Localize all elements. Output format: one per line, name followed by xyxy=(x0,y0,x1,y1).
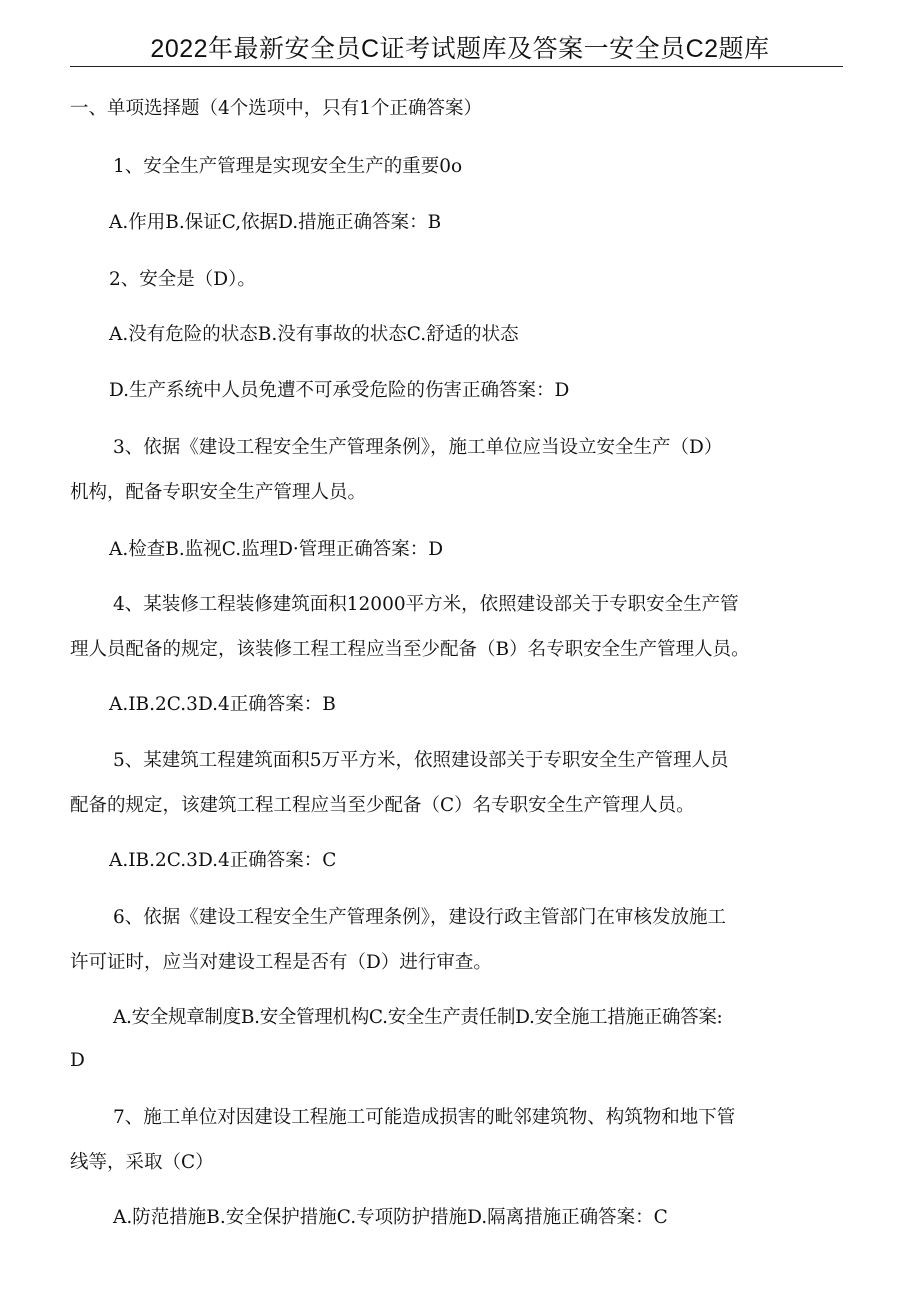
question-5-options: A.IB.2C.3D.4正确答案：C xyxy=(109,850,337,871)
question-5-text-line-2: 配备的规定，该建筑工程工程应当至少配备（C）名专职安全生产管理人员。 xyxy=(70,795,695,816)
question-6-text-line-1: 6、依据《建设工程安全生产管理条例》，建设行政主管部门在审核发放施工 xyxy=(113,907,727,928)
question-4-text-line-1: 4、某装修工程装修建筑面积12000平方米，依照建设部关于专职安全生产管 xyxy=(113,594,739,615)
question-2-options-line-2: D.生产系统中人员免遭不可承受危险的伤害正确答案：D xyxy=(109,380,570,401)
question-1-options: A.作用B.保证C,依据D.措施正确答案：B xyxy=(109,212,442,233)
question-3-text-line-2: 机构，配备专职安全生产管理人员。 xyxy=(70,482,367,503)
question-7-text-line-2: 线等，采取（C） xyxy=(70,1152,214,1173)
document-title: 2022年最新安全员C证考试题库及答案一安全员C2题库 xyxy=(150,35,770,63)
question-7-options: A.防范措施B.安全保护措施C.专项防护措施D.隔离措施正确答案：C xyxy=(113,1207,668,1228)
question-6-text-line-2: 许可证时，应当对建设工程是否有（D）进行审查。 xyxy=(70,952,492,973)
question-3-options: A.检查B.监视C.监理D·管理正确答案：D xyxy=(109,539,444,560)
question-2-text: 2、安全是（D）。 xyxy=(109,269,256,290)
question-2-options-line-1: A.没有危险的状态B.没有事故的状态C.舒适的状态 xyxy=(109,324,519,345)
question-1-text: 1、安全生产管理是实现安全生产的重要0o xyxy=(113,156,463,177)
question-4-options: A.IB.2C.3D.4正确答案：B xyxy=(109,694,336,715)
question-5-text-line-1: 5、某建筑工程建筑面积5万平方米，依照建设部关于专职安全生产管理人员 xyxy=(113,750,729,771)
title-underline xyxy=(70,66,843,67)
question-3-text-line-1: 3、依据《建设工程安全生产管理条例》，施工单位应当设立安全生产（D） xyxy=(113,437,723,458)
question-6-options-line-1: A.安全规章制度B.安全管理机构C.安全生产责任制D.安全施工措施正确答案: xyxy=(113,1007,723,1028)
question-6-options-line-2: D xyxy=(70,1050,85,1071)
question-7-text-line-1: 7、施工单位对因建设工程施工可能造成损害的毗邻建筑物、构筑物和地下管 xyxy=(113,1107,736,1128)
question-4-text-line-2: 理人员配备的规定，该装修工程工程应当至少配备（B）名专职安全生产管理人员。 xyxy=(70,639,750,660)
section-heading: 一、单项选择题（4个选项中，只有1个正确答案） xyxy=(70,98,483,119)
